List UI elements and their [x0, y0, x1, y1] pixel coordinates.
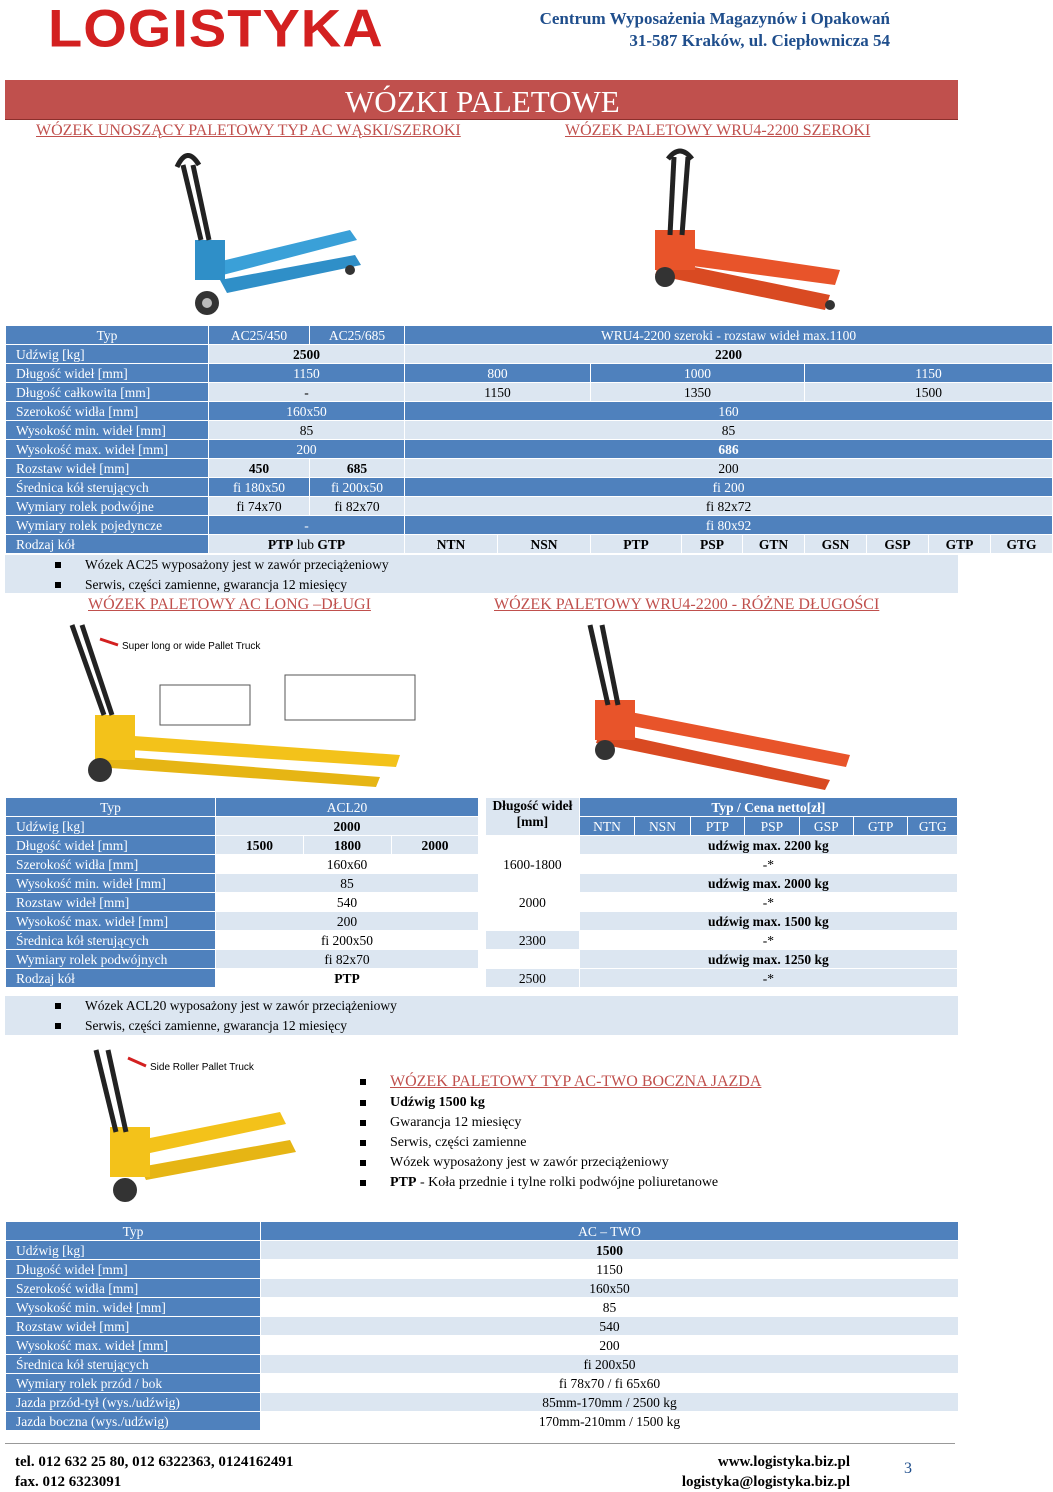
footer-email-link[interactable]: logistyka@logistyka.biz.pl [681, 1474, 850, 1490]
table-row: Długość wideł [mm] Typ / Cena netto[zł] [486, 798, 958, 817]
page-title-bar [5, 80, 958, 120]
table-row: Udźwig [kg] 2000 [6, 817, 479, 836]
footer-divider [5, 1443, 955, 1444]
table-row: 2300 -* [486, 931, 958, 950]
table-row: Długość wideł [mm] 1500 1800 2000 [6, 836, 479, 855]
image-caption: Side Roller Pallet Truck [150, 1062, 254, 1073]
table-row: NTN NSN PTP PSP GSP GTP GTG [486, 817, 958, 836]
table-row: Udźwig [kg] 1500 [6, 1241, 959, 1260]
table-row: Szerokość widła [mm] 160x60 [6, 855, 479, 874]
table-row: Rozstaw wideł [mm] 450 685 200 [6, 459, 1053, 478]
footer-phone: tel. 012 632 25 80, 012 6322363, 0124162491 [15, 1454, 294, 1470]
footer-contact [15, 1452, 293, 1492]
list-item: Serwis, części zamienne, gwarancja 12 miesięcy [5, 1016, 958, 1036]
table-row: Wysokość min. wideł [mm] 85 85 [6, 421, 1053, 440]
table-row: Wymiary rolek pojedyncze - fi 80x92 [6, 516, 1053, 535]
table-row: udźwig max. 2200 kg [486, 836, 958, 855]
table-row: Jazda boczna (wys./udźwig) 170mm-210mm / 1500 kg [6, 1412, 959, 1431]
table-row: Wymiary rolek podwójnych fi 82x70 [6, 950, 479, 969]
yellow-long-pallet-truck-image [60, 615, 460, 795]
list-item: Udźwig 1500 kg [352, 1093, 952, 1113]
table-acl20-specs [5, 797, 479, 988]
table-ac-two-specs [5, 1221, 959, 1431]
table-row: udźwig max. 1500 kg [486, 912, 958, 931]
company-address [540, 8, 890, 52]
table-row: Wymiary rolek przód / bok fi 78x70 / fi 65x60 [6, 1374, 959, 1393]
table-row: Szerokość widła [mm] 160x50 160 [6, 402, 1053, 421]
logo: LOGISTYKA [48, 0, 384, 59]
table-row: Typ AC – TWO [6, 1222, 959, 1241]
table-row: Typ AC25/450 AC25/685 WRU4-2200 szeroki - rozstaw wideł max.1100 [6, 326, 1053, 345]
page-number: 3 [904, 1460, 912, 1477]
section-title-wru: WÓZEK PALETOWY WRU4-2200 SZEROKI [565, 122, 871, 139]
table-row: Szerokość widła [mm] 160x50 [6, 1279, 959, 1298]
table-row: Długość wideł [mm] 1150 [6, 1260, 959, 1279]
section-title-ac: WÓZEK UNOSZĄCY PALETOWY TYP AC WĄSKI/SZEROKI [36, 122, 461, 139]
table-row: Jazda przód-tył (wys./udźwig) 85mm-170mm / 2500 kg [6, 1393, 959, 1412]
list-item: Wózek wyposażony jest w zawór przeciążeniowy [352, 1153, 952, 1173]
company-name: Centrum Wyposażenia Magazynów i Opakowań [539, 9, 890, 28]
list-item: Serwis, części zamienne [352, 1133, 952, 1153]
table-row: 2000 -* [486, 893, 958, 912]
notes-ac25 [5, 555, 958, 593]
list-item: PTP - Koła przednie i tylne rolki podwójne poliuretanowe [352, 1173, 952, 1193]
orange-pallet-truck-image [630, 145, 850, 325]
table-row: Typ ACL20 [6, 798, 479, 817]
footer-fax: fax. 012 6323091 [15, 1474, 122, 1490]
table-row: Rozstaw wideł [mm] 540 [6, 893, 479, 912]
section-title-ac-long: WÓZEK PALETOWY AC LONG –DŁUGI [88, 596, 371, 613]
table-wru-lengths-prices [485, 797, 958, 988]
table-row: Długość wideł [mm] 1150 800 1000 1150 [6, 364, 1053, 383]
table-ac-wru-specs [5, 325, 1053, 554]
table-row: udźwig max. 2000 kg [486, 874, 958, 893]
table-row: Długość całkowita [mm] - 1150 1350 1500 [6, 383, 1053, 402]
table-row: Rodzaj kół PTP [6, 969, 479, 988]
list-item: Wózek ACL20 wyposażony jest w zawór przeciążeniowy [5, 996, 958, 1016]
company-street: 31-587 Kraków, ul. Ciepłownicza 54 [629, 31, 890, 50]
table-row: Udźwig [kg] 2500 2200 [6, 345, 1053, 364]
list-item [352, 1072, 952, 1093]
table-row: Wysokość max. wideł [mm] 200 686 [6, 440, 1053, 459]
page-title: WÓZKI PALETOWE [345, 84, 620, 119]
image-caption: Super long or wide Pallet Truck [122, 641, 261, 652]
list-item: Wózek AC25 wyposażony jest w zawór przeciążeniowy [5, 555, 958, 575]
table-row: 1600-1800 -* [486, 855, 958, 874]
table-row: Średnica kół sterujących fi 200x50 [6, 1355, 959, 1374]
table-row: Rozstaw wideł [mm] 540 [6, 1317, 959, 1336]
table-row: Średnica kół sterujących fi 180x50 fi 200x50 fi 200 [6, 478, 1053, 497]
side-roller-pallet-truck-image [70, 1042, 330, 1217]
list-item: Serwis, części zamienne, gwarancja 12 miesięcy [5, 575, 958, 595]
list-item: Gwarancja 12 miesięcy [352, 1113, 952, 1133]
table-row: Wysokość max. wideł [mm] 200 [6, 912, 479, 931]
table-row: udźwig max. 1250 kg [486, 950, 958, 969]
table-row: Wysokość max. wideł [mm] 200 [6, 1336, 959, 1355]
notes-acl20 [5, 996, 958, 1035]
blue-pallet-truck-image [165, 145, 365, 320]
table-row: Średnica kół sterujących fi 200x50 [6, 931, 479, 950]
table-row: Wysokość min. wideł [mm] 85 [6, 1298, 959, 1317]
table-row: Wysokość min. wideł [mm] 85 [6, 874, 479, 893]
footer-web [682, 1452, 850, 1492]
table-row: Rodzaj kół PTP lub GTP NTN NSN PTP PSP GTN GSN GSP GTP GTG [6, 535, 1053, 554]
section-title-ac-two: WÓZEK PALETOWY TYP AC-TWO BOCZNA JAZDA [390, 1073, 762, 1090]
section-title-wru-lengths: WÓZEK PALETOWY WRU4-2200 - RÓŻNE DŁUGOŚCI [494, 596, 880, 613]
footer-website-link[interactable]: www.logistyka.biz.pl [717, 1454, 850, 1470]
table-row: 2500 -* [486, 969, 958, 988]
ac-two-features [352, 1072, 952, 1193]
orange-pallet-truck-image-2 [560, 615, 860, 795]
table-row: Wymiary rolek podwójne fi 74x70 fi 82x70 fi 82x72 [6, 497, 1053, 516]
